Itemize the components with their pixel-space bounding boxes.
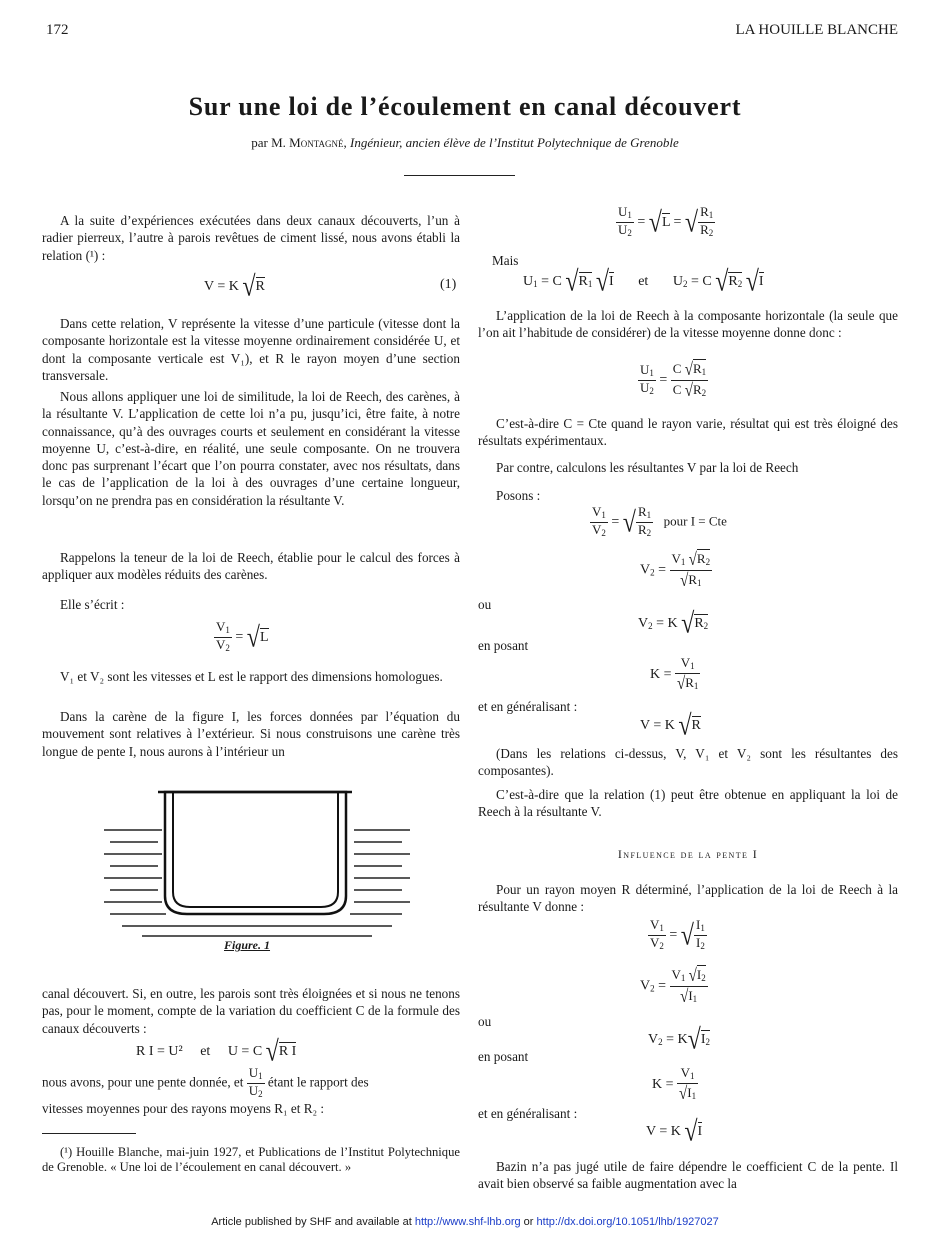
left-paragraph-9-cont: vitesses moyennes pour des rayons moyens R₁ et R₂ : [42, 1101, 325, 1116]
equation-reech: $\frac{V_1}{V_2}$ = √L [216, 619, 269, 654]
equation-u-ratio: $\frac{U_1}{U_2}$ = √L = √ $\frac{R_1}{R_2}$ [618, 204, 714, 239]
equation-v-ratio: $\frac{V_1}{V_2}$ = √ $\frac{R_1}{R_2}$ pour I = Cte [592, 504, 727, 539]
right-paragraph-3: Par contre, calculons les résultantes V par la loi de Reech [496, 460, 799, 475]
right-en-posant-2: en posant [478, 1049, 529, 1064]
right-paragraph-4: (Dans les relations ci-dessus, V, V₁ et V₂ sont les résultantes des composantes). [478, 746, 898, 779]
equation-1: V = K √R [204, 271, 265, 303]
ratio-u1-u2: $\frac{U_1}{U_2}$ [248, 1065, 263, 1099]
left-paragraph-4: Rappelons la teneur de la loi de Reech, établie pour le calcul des forces à appliquer aux modèles réduits des carènes. [42, 550, 460, 583]
byline-prefix: par M. [251, 135, 286, 150]
equation-pour: pour I = Cte [663, 513, 727, 529]
left-paragraph-9 [42, 1066, 460, 1101]
right-posons: Posons : [496, 488, 541, 503]
right-paragraph-1: L’application de la loi de Reech à la composante horizontale (la seule que l’on ait l’habitude de considérer) de la vitesse moyenne donne donc : [478, 308, 898, 341]
title-rule [404, 175, 515, 176]
p9-part-b: étant le rapport des [267, 1074, 369, 1090]
right-et-generalisant-1: et en généralisant : [478, 699, 578, 714]
byline [0, 135, 930, 151]
figure-1-caption: Figure. 1 [224, 938, 271, 952]
right-paragraph-7: Bazin n’a pas jugé utile de faire dépendre le coefficient C de la pente. Il avait bien observé sa faible augmentation avec la [478, 1159, 898, 1192]
article-title: Sur une loi de l’écoulement en canal découvert [188, 92, 742, 121]
equation-et: et [638, 274, 649, 290]
equation-c-ratio: $\frac{U_1}{U_2}$ = $\frac{C √R_1}{C √R_2}$ [640, 360, 707, 401]
equation-v2-i: $V_2$ = $\frac{V_1 √I_2}{√I_1}$ [640, 966, 706, 1007]
equation-v2-k-i: $V_2 = K√I_2$ [648, 1024, 710, 1056]
left-paragraph-3: Nous allons appliquer une loi de similitude, la loi de Reech, des carènes, à la résultante V. L’application de cette loi n’a pu, jusqu’ici, être faite, à notre connaissance, qu’à des ouvrages courts et seulement en considérant la vitesse moyenne U, c’est-à-dire, en réalité, une seule composante. On ne trouvera donc pas surprenant l’écart que l’on pourra constater, avec nos résultats, dans le cas de l’application de la loi à des ouvrages d’une certaine longueur, lorsqu’on ne prendra pas en considération la résultante V. [42, 389, 460, 508]
byline-affiliation: Ingénieur, ancien élève de l’Institut Polytechnique de Grenoble [350, 135, 679, 150]
figure-1-hull-diagram [102, 786, 412, 961]
right-et-generalisant-2: et en généralisant : [478, 1106, 578, 1121]
byline-author: Montagné, [289, 135, 347, 150]
journal-name: LA HOUILLE BLANCHE [735, 22, 898, 38]
equation-v2: $V_2$ = $\frac{V_1 √R_2}{√R_1}$ [640, 550, 711, 591]
left-paragraph-5: Elle s’écrit : [60, 597, 125, 612]
equation-k-i: K = $\frac{V_1}{√I_1}$ [652, 1065, 697, 1104]
equation-v2-k: $V_2 = K$ $√R_2$ [638, 608, 709, 640]
right-ou-2: ou [478, 1014, 492, 1029]
equation-k: K = $\frac{V_1}{√R_1}$ [650, 655, 699, 694]
left-paragraph-2: Dans cette relation, V représente la vitesse d’une particule (vitesse dont la composante horizontale est la vitesse moyenne ordinairement considérée U, et dont la composante verticale est V₁), et R le rayon moyen d’une section transversale. [42, 316, 460, 383]
left-paragraph-8: canal découvert. Si, en outre, les parois sont très éloignées et si nous ne tenons pas, pour le moment, compte de la variation du coefficient C de la formule des canaux découverts : [42, 986, 460, 1036]
equation-1-label: (1) [440, 277, 457, 292]
left-paragraph-1: A la suite d’expériences exécutées dans deux canaux découverts, l’un à radier pierreux, l’autre à parois revêtues de ciment lissé, nous avons établi la relation (¹) : [42, 213, 460, 263]
equation-and: et [200, 1044, 211, 1060]
right-paragraph-5: C’est-à-dire que la relation (1) peut être obtenue en appliquant la loi de Reech à la résultante V. [478, 787, 898, 820]
right-ou-1: ou [478, 597, 492, 612]
footer-or: or [523, 1216, 534, 1228]
section-heading-pente: Influence de la pente I [617, 847, 759, 861]
p9-part-a: nous avons, pour une pente donnée, et [42, 1074, 244, 1090]
equation-chezy: R I = U² et U = C √R I [136, 1036, 297, 1068]
publication-footer [0, 1216, 930, 1228]
right-mais: Mais [492, 253, 519, 268]
equation-v-k-i: V = K √I [646, 1116, 703, 1148]
left-paragraph-6: V₁ et V₂ sont les vitesses et L est le rapport des dimensions homologues. [60, 669, 443, 684]
footer-text: Article published by SHF and available at [211, 1216, 412, 1228]
footer-link-doi[interactable]: http://dx.doi.org/10.1051/lhb/1927027 [536, 1216, 719, 1228]
equation-v-k-r: V = K √R [640, 710, 701, 742]
equation-v-ratio-i: $\frac{V_1}{V_2}$ = √ $\frac{I_1}{I_2}$ [650, 917, 705, 952]
right-paragraph-6: Pour un rayon moyen R déterminé, l’application de la loi de Reech à la résultante V donne : [478, 882, 898, 915]
right-en-posant-1: en posant [478, 638, 529, 653]
footnote-rule [42, 1133, 136, 1134]
footer-link-shf[interactable]: http://www.shf-lhb.org [414, 1216, 521, 1228]
page-number: 172 [46, 22, 69, 38]
equation-u1-u2: $U_1 = C$ $√R_1$ √I et $U_2 = C$ $√R_2$ √I [523, 266, 764, 298]
right-paragraph-2: C’est-à-dire C = Cte quand le rayon varie, résultat qui est très éloigné des résultats expérimentaux. [478, 416, 898, 449]
left-paragraph-7: Dans la carène de la figure I, les forces données par l’équation du mouvement sont relatives à l’extérieur. Si nous construisons une carène très longue de pente I, nous aurons à l’intérieur un [42, 709, 460, 759]
footnote: (¹) Houille Blanche, mai-juin 1927, et Publications de l’Institut Polytechnique de Grenoble. « Une loi de l’écoulement en canal découvert. » [42, 1145, 460, 1174]
